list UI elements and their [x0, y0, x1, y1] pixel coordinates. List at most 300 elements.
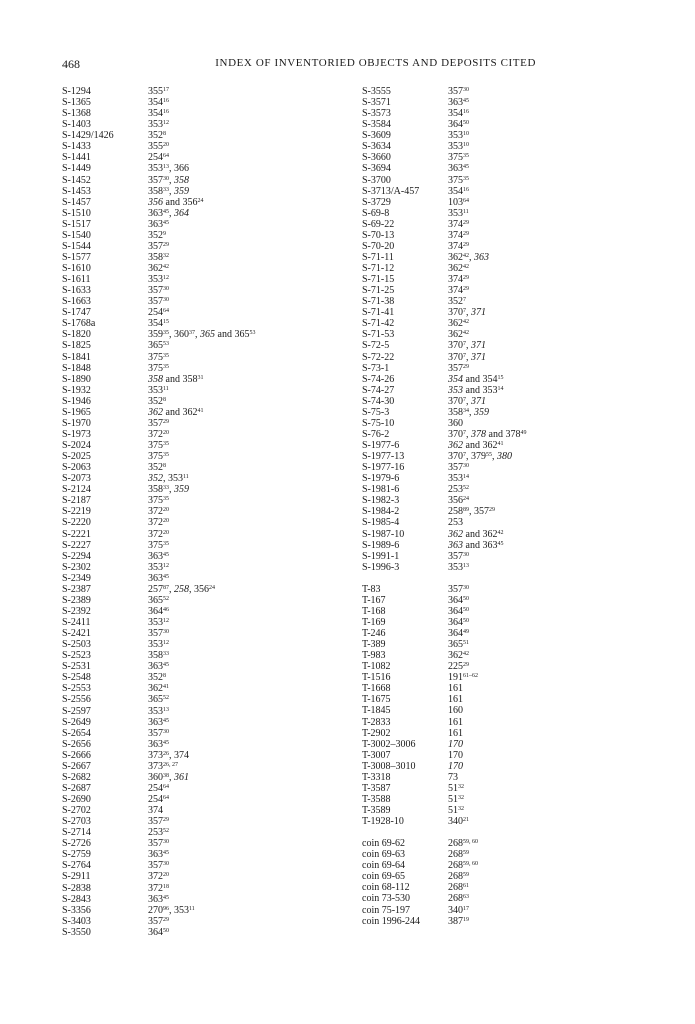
object-id: S-2421 — [62, 628, 91, 640]
object-id: S-2764 — [62, 860, 91, 872]
index-entry — [62, 883, 255, 894]
index-entry — [62, 208, 255, 219]
index-entry — [362, 274, 526, 285]
page-references: $353^{12}$ — [148, 119, 169, 131]
object-id: T-3589 — [362, 805, 391, 816]
index-entry — [62, 285, 255, 296]
page-references: $362^{42}$ — [448, 318, 469, 330]
object-id: S-1544 — [62, 240, 91, 252]
object-id: S-71-12 — [362, 263, 395, 274]
object-id: T-1928-10 — [362, 816, 404, 828]
page-references: $375^{35}$ — [148, 440, 169, 451]
page-references: $51^{32}$ — [448, 782, 464, 794]
page-references: 268$^{59, 60}$ — [448, 838, 478, 850]
page-references: 73 — [448, 771, 458, 783]
index-column-right — [362, 86, 526, 927]
page-references: 373$^{26, 27}$ — [148, 760, 178, 772]
index-entry — [62, 650, 255, 661]
object-id: T-2833 — [362, 716, 391, 728]
object-id: S-2227 — [62, 539, 91, 551]
page-references: $363^{45}$ — [148, 572, 169, 584]
page-references: $372^{18}$ — [148, 882, 169, 894]
page-references: $353^{11}$ — [148, 384, 169, 396]
index-entry — [62, 307, 255, 318]
page-references: $365^{51}$ — [448, 639, 469, 651]
object-id: S-1449 — [62, 163, 91, 175]
object-id: T-3002–3006 — [362, 738, 416, 750]
page-references: $374^{29}$ — [448, 285, 469, 297]
page-references: $362^{41}$ — [148, 683, 169, 695]
object-id: S-1977-16 — [362, 462, 405, 474]
object-id: T-1082 — [362, 661, 391, 673]
object-id: S-1984-2 — [362, 506, 400, 518]
index-entry — [362, 672, 526, 683]
page-references: $358^{32}$ — [148, 251, 169, 263]
page-references: $365^{52}$ — [148, 594, 169, 606]
page-references: $362^{42}$ — [448, 263, 469, 274]
page-references: $353^{14}$ — [448, 473, 469, 485]
object-id: S-71-15 — [362, 274, 395, 286]
object-id: S-1433 — [62, 141, 91, 153]
page-references: $357^{30}$ — [148, 860, 169, 872]
index-entry — [62, 849, 255, 860]
index-entry — [62, 706, 255, 717]
object-id: S-3555 — [362, 86, 391, 97]
index-entry — [362, 540, 526, 551]
object-id: S-72-22 — [362, 351, 395, 363]
page-references: $374^{29}$ — [448, 274, 469, 286]
page-references: $352^9$ — [148, 229, 166, 241]
object-id: T-2902 — [362, 727, 391, 739]
object-id: S-2843 — [62, 893, 91, 905]
object-id: S-2556 — [62, 694, 91, 706]
object-id: S-1540 — [62, 229, 91, 241]
page-references: $363^{45}$, 364 — [148, 207, 189, 219]
object-id: S-1981-6 — [362, 484, 400, 496]
index-entry — [362, 584, 526, 595]
page-references: $364^{50}$ — [448, 616, 469, 628]
page-references: $356^{24}$ — [448, 495, 469, 507]
index-entry — [62, 529, 255, 540]
index-entry — [62, 562, 255, 573]
index-entry — [362, 396, 526, 407]
object-id: S-2714 — [62, 827, 91, 839]
page-references: $354^{16}$ — [148, 97, 169, 109]
index-entry — [62, 894, 255, 905]
index-entry — [62, 352, 255, 363]
object-id: S-73-1 — [362, 362, 390, 374]
page-references: $254^{64}$ — [148, 782, 169, 794]
index-entry — [62, 717, 255, 728]
index-entry — [62, 374, 255, 385]
page-references: $364^{49}$ — [448, 628, 469, 639]
index-entry — [362, 407, 526, 418]
object-id: S-1820 — [62, 329, 91, 341]
index-entry — [62, 617, 255, 628]
object-id: S-3660 — [362, 152, 391, 164]
index-entry — [62, 429, 255, 440]
page-references: $363^{45}$ — [448, 163, 469, 175]
index-entry — [362, 661, 526, 672]
object-id: S-3729 — [362, 196, 391, 208]
object-id: S-1982-3 — [362, 495, 400, 507]
page-references: 362 and $362^{42}$ — [448, 528, 504, 540]
object-id: T-1516 — [362, 672, 391, 684]
object-id: S-2548 — [62, 672, 91, 684]
object-id: S-2349 — [62, 572, 91, 584]
page-references: $362^{42}$ — [448, 650, 469, 662]
page-references: $353^{11}$ — [448, 207, 469, 219]
object-id: S-1747 — [62, 307, 91, 319]
object-id: S-3634 — [362, 141, 391, 153]
object-id: S-1633 — [62, 285, 91, 297]
object-id: S-69-22 — [362, 218, 395, 230]
object-id: coin 1996-244 — [362, 915, 421, 927]
page-references: $357^{30}$, 358 — [148, 174, 189, 186]
page-references: $373^{26}$, 374 — [148, 749, 189, 761]
index-entry — [362, 440, 526, 451]
object-id: S-1610 — [62, 263, 91, 274]
index-entry — [362, 197, 526, 208]
page-references: 161 — [448, 716, 463, 728]
index-entry — [362, 329, 526, 340]
page-references: $268^{59}$ — [448, 871, 469, 883]
object-id: S-2759 — [62, 849, 91, 861]
object-id: S-2649 — [62, 716, 91, 728]
object-id: T-168 — [362, 605, 386, 617]
page-references: 161 — [448, 727, 463, 739]
page-references: $254^{64}$ — [148, 794, 169, 805]
page-references: 253 — [448, 517, 463, 529]
index-entry — [62, 827, 255, 838]
object-id: S-1403 — [62, 119, 91, 131]
index-entry — [362, 783, 526, 794]
page-references: $254^{64}$ — [148, 307, 169, 319]
page-references: $359^{35}$, $360^{37}$, 365 and $365^{53}$ — [148, 329, 256, 341]
index-entry — [362, 705, 526, 716]
object-id: S-3550 — [62, 926, 91, 938]
page-references: $352^8$ — [148, 672, 166, 684]
page-references: 360 — [448, 417, 463, 429]
index-entry — [62, 683, 255, 694]
page-header — [62, 57, 536, 73]
index-entry — [62, 661, 255, 672]
page-references: $358^{34}$, 359 — [448, 406, 489, 418]
index-entry — [62, 573, 255, 584]
page-references: $270^{96}$, $353^{11}$ — [148, 904, 195, 916]
object-id: T-3318 — [362, 771, 391, 783]
object-id: S-1991-1 — [362, 550, 400, 562]
object-id: S-2024 — [62, 440, 91, 451]
page-references: $372^{20}$ — [148, 506, 169, 518]
page-references: $372^{20}$ — [148, 428, 169, 440]
object-id: T-169 — [362, 616, 386, 628]
index-entry — [362, 130, 526, 141]
index-entry — [362, 418, 526, 429]
index-entry — [62, 484, 255, 495]
index-entry — [62, 108, 255, 119]
index-entry — [362, 506, 526, 517]
index-entry — [362, 462, 526, 473]
index-entry — [62, 816, 255, 827]
page-references: $375^{35}$ — [148, 362, 169, 374]
index-entry — [362, 363, 526, 374]
object-id: S-74-30 — [362, 395, 395, 407]
index-entry — [62, 838, 255, 849]
page-references: $363^{45}$ — [148, 661, 169, 673]
index-entry — [362, 816, 526, 827]
object-id: T-167 — [362, 594, 386, 606]
index-entry — [62, 363, 255, 374]
page-references: $358^{33}$, 359 — [148, 484, 189, 496]
running-title: INDEX OF INVENTORIED OBJECTS AND DEPOSITS CITED — [215, 57, 536, 69]
index-entry — [362, 230, 526, 241]
page-references: 363 and $363^{45}$ — [448, 539, 504, 551]
page-references: $357^{30}$ — [448, 583, 469, 595]
page-references: $354^{16}$ — [448, 108, 469, 120]
index-entry — [62, 761, 255, 772]
page-references: $364^{50}$ — [448, 605, 469, 617]
object-id: S-1946 — [62, 395, 91, 407]
object-id: S-1977-6 — [362, 440, 400, 451]
object-id: S-1457 — [62, 196, 91, 208]
index-entry — [362, 517, 526, 528]
object-id: S-3700 — [362, 174, 391, 186]
page-references: 160 — [448, 705, 463, 717]
index-entry — [62, 517, 255, 528]
object-id: S-2703 — [62, 816, 91, 828]
object-id: S-1453 — [62, 185, 91, 197]
page-references: $353^{13}$ — [148, 705, 169, 717]
page-references: 353 and $353^{14}$ — [448, 384, 504, 396]
page-references: $357^{30}$ — [148, 296, 169, 308]
object-id: S-70-20 — [362, 240, 395, 252]
object-id: S-2726 — [62, 838, 91, 850]
index-entry — [362, 175, 526, 186]
page-references: $340^{21}$ — [448, 816, 469, 828]
index-entry — [62, 152, 255, 163]
index-entry — [362, 905, 526, 916]
index-entry — [362, 307, 526, 318]
object-id: S-1932 — [62, 384, 91, 396]
object-id: S-75-10 — [362, 417, 395, 429]
object-id: S-1577 — [62, 251, 91, 263]
index-entry — [62, 407, 255, 418]
object-id: S-76-2 — [362, 428, 390, 440]
index-entry — [62, 606, 255, 617]
page-references: 374 — [148, 805, 163, 817]
object-id: S-1890 — [62, 373, 91, 385]
index-entry — [362, 529, 526, 540]
index-entry — [62, 329, 255, 340]
index-entry — [62, 750, 255, 761]
index-entry — [62, 119, 255, 130]
object-id: S-71-25 — [362, 285, 395, 297]
page-references: $375^{35}$ — [148, 351, 169, 363]
object-id: S-3403 — [62, 915, 91, 927]
index-entry — [362, 152, 526, 163]
page-references: $374^{29}$ — [448, 229, 469, 241]
object-id: S-69-8 — [362, 207, 390, 219]
object-id: S-71-11 — [362, 251, 394, 263]
page-references: $357^{30}$ — [448, 86, 469, 97]
index-entry — [62, 628, 255, 639]
page-references: $253^{52}$ — [448, 484, 469, 496]
index-entry — [62, 175, 255, 186]
index-entry — [362, 186, 526, 197]
object-id: S-72-5 — [362, 340, 390, 352]
object-id: S-2387 — [62, 583, 91, 595]
object-id: S-2025 — [62, 451, 91, 463]
index-entry — [62, 440, 255, 451]
index-entry — [62, 418, 255, 429]
object-id: S-2531 — [62, 661, 91, 673]
index-entry — [62, 739, 255, 750]
index-entry — [62, 263, 255, 274]
index-entry — [62, 130, 255, 141]
page-references: $353^{10}$ — [448, 141, 469, 153]
page-references: $51^{32}$ — [448, 793, 464, 805]
index-entry — [362, 340, 526, 351]
index-entry — [62, 540, 255, 551]
object-id: S-1663 — [62, 296, 91, 308]
page-references: $363^{45}$ — [148, 218, 169, 230]
object-id: S-3571 — [362, 97, 391, 109]
page-references: $354^{16}$ — [448, 185, 469, 197]
index-entry — [62, 340, 255, 351]
page-references: $353^{12}$ — [148, 639, 169, 651]
object-id: S-1825 — [62, 340, 91, 352]
index-entry — [362, 108, 526, 119]
page-references: $387^{19}$ — [448, 915, 469, 927]
index-entry — [362, 860, 526, 871]
index-entry — [362, 241, 526, 252]
object-id: S-2656 — [62, 738, 91, 750]
page-references: $375^{35}$ — [148, 495, 169, 507]
page-references: $51^{32}$ — [448, 805, 464, 816]
index-entry — [362, 871, 526, 882]
index-entry — [62, 728, 255, 739]
object-id: S-3713/A-457 — [362, 185, 420, 197]
object-id: S-2219 — [62, 506, 91, 518]
index-entry — [62, 495, 255, 506]
page-references: $362^{42}$ — [448, 329, 469, 341]
object-id: S-1517 — [62, 218, 91, 230]
object-id: S-71-42 — [362, 318, 395, 330]
page-references: $372^{20}$ — [148, 528, 169, 540]
page-references: $375^{35}$ — [148, 539, 169, 551]
page-references: $357^{30}$ — [448, 550, 469, 562]
object-id: S-1989-6 — [362, 539, 400, 551]
index-entry — [362, 838, 526, 849]
page-references: $370^7$, 371 — [448, 351, 486, 363]
object-id: S-2682 — [62, 771, 91, 783]
page-references: 362 and $362^{41}$ — [148, 406, 204, 418]
object-id: coin 69-65 — [362, 871, 406, 883]
index-entry — [362, 606, 526, 617]
object-id: S-2702 — [62, 805, 91, 817]
object-id: S-2911 — [62, 871, 91, 883]
page-references: $358^{33}$, 359 — [148, 185, 189, 197]
object-id: T-1668 — [362, 683, 391, 695]
object-id: T-389 — [362, 639, 386, 651]
object-id: S-1970 — [62, 417, 91, 429]
object-id: S-2687 — [62, 782, 91, 794]
page-references: $374^{29}$ — [448, 240, 469, 252]
page-references: 191$^{61-62}$ — [448, 672, 478, 684]
index-entry — [62, 241, 255, 252]
object-id: S-71-38 — [362, 296, 395, 308]
index-entry — [62, 274, 255, 285]
object-id: S-2690 — [62, 794, 91, 805]
object-id: S-2294 — [62, 550, 91, 562]
index-entry — [62, 905, 255, 916]
object-id: S-2503 — [62, 639, 91, 651]
index-entry — [62, 186, 255, 197]
object-id: S-1987-10 — [362, 528, 405, 540]
page-references: $362^{42}$, 363 — [448, 251, 489, 263]
object-id: S-2392 — [62, 605, 91, 617]
page-references: 354 and $354^{15}$ — [448, 373, 504, 385]
object-id: S-1979-6 — [362, 473, 400, 485]
object-id: S-74-26 — [362, 373, 395, 385]
page-references: $257^{87}$, 258, $356^{24}$ — [148, 583, 215, 595]
index-entry — [362, 739, 526, 750]
object-id: S-2597 — [62, 705, 91, 717]
page-references: $363^{45}$ — [148, 550, 169, 562]
object-id: T-3008–3010 — [362, 760, 416, 772]
object-id: T-3588 — [362, 793, 391, 805]
page-references: $354^{15}$ — [148, 318, 169, 330]
page-references: $375^{35}$ — [448, 174, 469, 186]
page-references: 170 — [448, 760, 463, 772]
object-id: S-2063 — [62, 462, 91, 474]
index-entry — [62, 595, 255, 606]
index-entry — [62, 916, 255, 927]
index-entry — [62, 86, 255, 97]
index-entry — [362, 252, 526, 263]
index-entry — [62, 860, 255, 871]
page-references: $364^{50}$ — [448, 119, 469, 131]
object-id: S-1841 — [62, 351, 91, 363]
index-entry — [62, 794, 255, 805]
index-entry — [362, 86, 526, 97]
object-id: S-2124 — [62, 484, 91, 496]
index-entry — [362, 97, 526, 108]
page-references: $254^{64}$ — [148, 152, 169, 164]
object-id: S-2553 — [62, 683, 91, 695]
page-references: $363^{45}$ — [148, 716, 169, 728]
page-references: $353^{12}$ — [148, 274, 169, 286]
object-id: S-2302 — [62, 561, 91, 573]
index-entry — [362, 296, 526, 307]
index-entry — [362, 429, 526, 440]
page-references: $357^{29}$ — [148, 816, 169, 828]
page-references: $357^{30}$ — [148, 628, 169, 640]
page-references: $353^{13}$ — [448, 561, 469, 573]
page-references: $340^{17}$ — [448, 904, 469, 916]
object-id: S-2073 — [62, 473, 91, 485]
index-entry — [62, 871, 255, 882]
object-id: T-246 — [362, 628, 386, 639]
index-entry — [62, 473, 255, 484]
index-entry — [362, 750, 526, 761]
page-references: $268^{59}$ — [448, 849, 469, 861]
index-entry — [62, 141, 255, 152]
object-id: coin 69-64 — [362, 860, 406, 872]
object-id: T-1675 — [362, 694, 391, 706]
object-id: S-1996-3 — [362, 561, 400, 573]
